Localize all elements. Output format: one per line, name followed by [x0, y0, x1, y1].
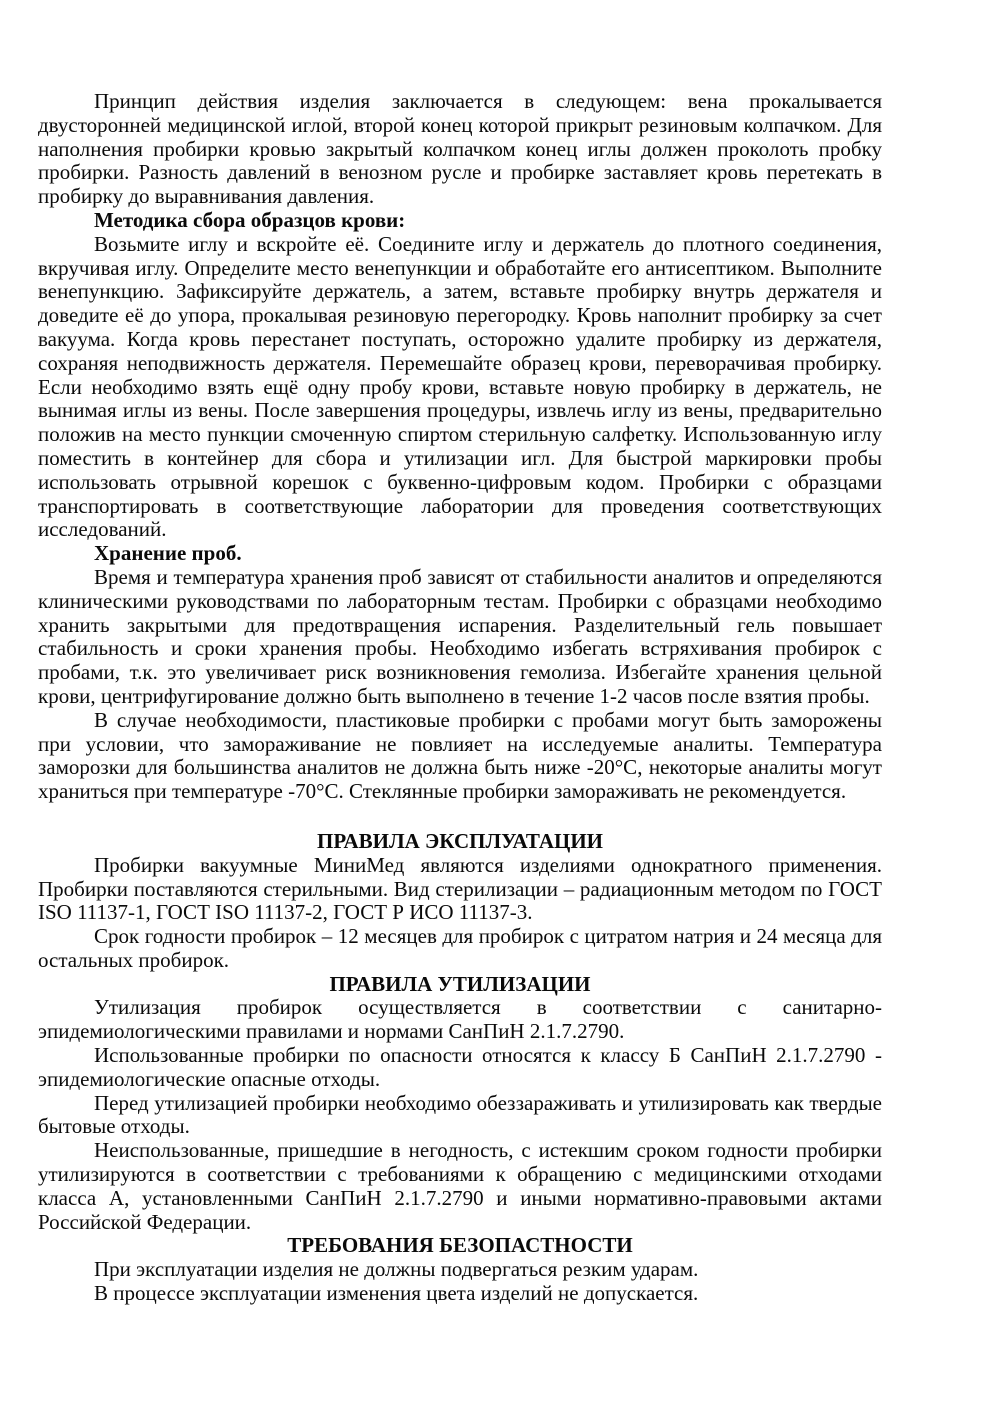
- heading-disposal-rules: ПРАВИЛА УТИЛИЗАЦИИ: [329, 971, 591, 996]
- paragraph-disposal-sanpin: Утилизация пробирок осуществляется в соответствии с санитарно-эпидемиологическими правилами и нормами СанПиН 2.1.7.2790.: [38, 995, 882, 1044]
- paragraph-no-color-change: В процессе эксплуатации изменения цвета изделий не допускается.: [94, 1281, 699, 1306]
- paragraph-freezing-conditions: В случае необходимости, пластиковые пробирки с пробами могут быть заморожены при условии, что замораживание не повлияет на исследуемые аналиты. Температура заморозки для большинства аналитов не должна быть ниже -20°С, некоторые аналиты могут храниться при температуре -70°С. Стеклянные пробирки замораживать не рекомендуется.: [38, 707, 882, 804]
- subheading-blood-collection-method: Методика сбора образцов крови:: [94, 207, 406, 232]
- subheading-sample-storage: Хранение проб.: [94, 541, 242, 566]
- paragraph-unused-tubes-disposal: Неиспользованные, пришедшие в негодность, с истекшим сроком годности пробирки утилизируются в соответствии с требованиями к обращению с медицинскими отходами класса А, установленными СанПиН 2.1.7.2790 и иными нормативно-правовыми актами Российской Федерации.: [38, 1138, 882, 1234]
- heading-safety-requirements: ТРЕБОВАНИЯ БЕЗОПАСТНОСТИ: [287, 1233, 633, 1258]
- paragraph-hazard-class-b: Использованные пробирки по опасности относятся к классу Б СанПиН 2.1.7.2790 - эпидемиологические опасные отходы.: [38, 1043, 882, 1091]
- paragraph-principle-of-operation: Принцип действия изделия заключается в следующем: вена прокалывается двусторонней медицинской иглой, второй конец которой прикрыт резиновым колпачком. Для наполнения пробирки кровью закрытый колпачком конец иглы должен проколоть пробку пробирки. Разность давлений в венозном русле и пробирке заставляет кровь перетекать в пробирку до выравнивания давления.: [38, 89, 882, 209]
- paragraph-shelf-life: Срок годности пробирок – 12 месяцев для пробирок с цитратом натрия и 24 месяца для остальных пробирок.: [38, 924, 882, 972]
- paragraph-single-use-sterilization: Пробирки вакуумные МиниМед являются изделиями однократного применения. Пробирки поставляются стерильными. Вид стерилизации – радиационным методом по ГОСТ ISO 11137-1, ГОСТ ISO 11137-2, ГОСТ Р ИСО 11137-3.: [38, 852, 882, 925]
- paragraph-storage-conditions: Время и температура хранения проб зависят от стабильности аналитов и определяются клиническими руководствами по лабораторным тестам. Пробирки с образцами необходимо хранить закрытыми для предотвращения испарения. Разделительный гель повышает стабильность и сроки хранения пробы. Необходимо избегать встряхивания пробирок с пробами, т.к. это увеличивает риск возникновения гемолиза. Избегайте хранения цельной крови, центрифугирование должно быть выполнено в течение 1-2 часов после взятия пробы.: [38, 564, 882, 708]
- paragraph-disinfection-before-disposal: Перед утилизацией пробирки необходимо обеззараживать и утилизировать как твердые бытовые отходы.: [38, 1090, 882, 1139]
- paragraph-collection-procedure: Возьмите иглу и вскройте её. Соедините иглу и держатель до плотного соединения, вкручивая иглу. Определите место венепункции и обработайте его антисептиком. Выполните венепункцию. Зафиксируйте держатель, а затем, вставьте пробирку внутрь держателя и доведите её до упора, прокалывая резиновую перегородку. Кровь наполнит пробирку за счет вакуума. Когда кровь перестанет поступать, осторожно удалите пробирку из держателя, сохраняя неподвижность держателя. Перемешайте образец крови, переворачивая пробирку. Если необходимо взять ещё одну пробу крови, вставьте новую пробирку в держатель, не вынимая иглы из вены. После завершения процедуры, извлечь иглу из вены, предварительно положив на место пункции смоченную спиртом стерильную салфетку. Использованную иглу поместить в контейнер для сбора и утилизации игл. Для быстрой маркировки пробы использовать отрывной корешок с буквенно-цифровым кодом. Пробирки с образцами транспортировать в соответствующие лаборатории для проведения соответствующих исследований.: [38, 231, 882, 542]
- heading-operation-rules: ПРАВИЛА ЭКСПЛУАТАЦИИ: [317, 828, 603, 853]
- paragraph-no-sharp-impacts: При эксплуатации изделия не должны подвергаться резким ударам.: [94, 1257, 699, 1282]
